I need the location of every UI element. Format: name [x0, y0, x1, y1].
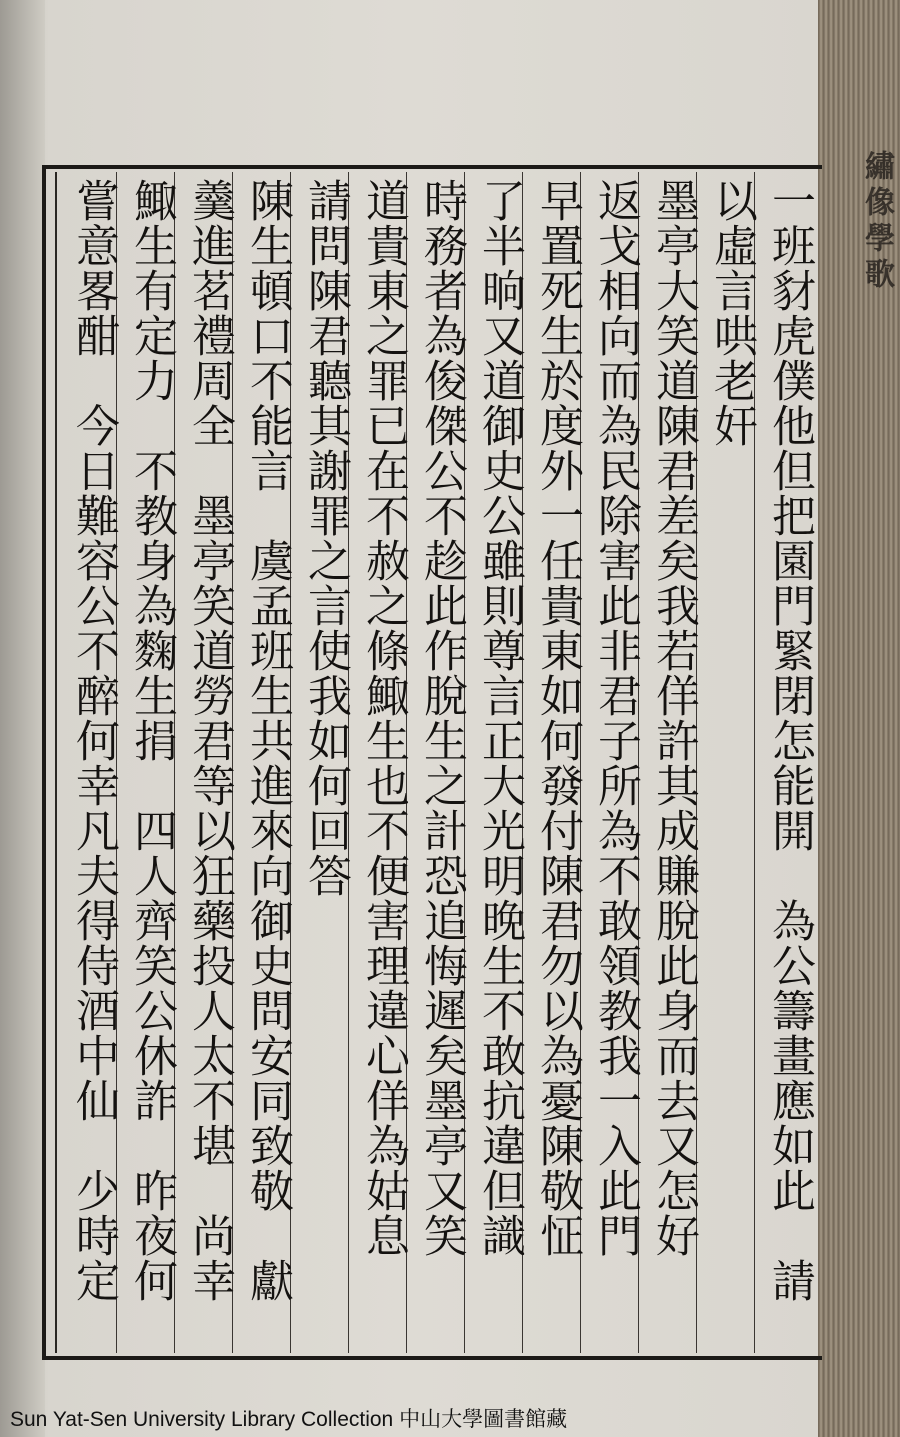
text-column-8: 道貴東之罪已在不赦之條鯫生也不便害理違心佯為姑息: [358, 178, 409, 1258]
text-columns: [58, 178, 818, 1348]
text-column-1: 一班豺虎僕他但把園門緊閉怎能開 為公籌畫應如此 請: [764, 178, 815, 1303]
text-column-6: 了半晌又道御史公雖則尊言正大光明晚生不敢抗違但識: [474, 178, 525, 1258]
text-column-13: 嘗意畧酣 今日難容公不醉何幸凡夫得侍酒中仙 少時定: [68, 178, 119, 1303]
text-column-12: 鯫生有定力 不教身為麴生捐 四人齊笑公休詐 昨夜何: [126, 178, 177, 1303]
text-column-4: 返戈相向而為民除害此非君子所為不敢領教我一入此門: [590, 178, 641, 1258]
text-column-5: 早置死生於度外一任貴東如何發付陳君勿以為憂陳敬怔: [532, 178, 583, 1258]
edge-title: 繡像學歌: [859, 150, 894, 294]
text-column-3: 墨亭大笑道陳君差矣我若佯許其成賺脫此身而去又怎好: [648, 178, 699, 1258]
library-caption: Sun Yat-Sen University Library Collection 中山大學圖書館藏: [10, 1408, 568, 1431]
text-column-10: 陳生頓口不能言 虞孟班生共進來向御史問安同致敬 獻: [242, 178, 293, 1303]
text-column-9: 請問陳君聽其謝罪之言使我如何回答: [300, 178, 351, 898]
text-column-11: 羹進茗禮周全 墨亭笑道勞君等以狂藥投人太不堪 尚幸: [184, 178, 235, 1303]
text-column-7: 時務者為俊傑公不趁此作脫生之計恐追悔遲矣墨亭又笑: [416, 178, 467, 1258]
left-gutter: [0, 0, 45, 1437]
text-column-2: 以虛言哄老奸: [706, 178, 757, 448]
